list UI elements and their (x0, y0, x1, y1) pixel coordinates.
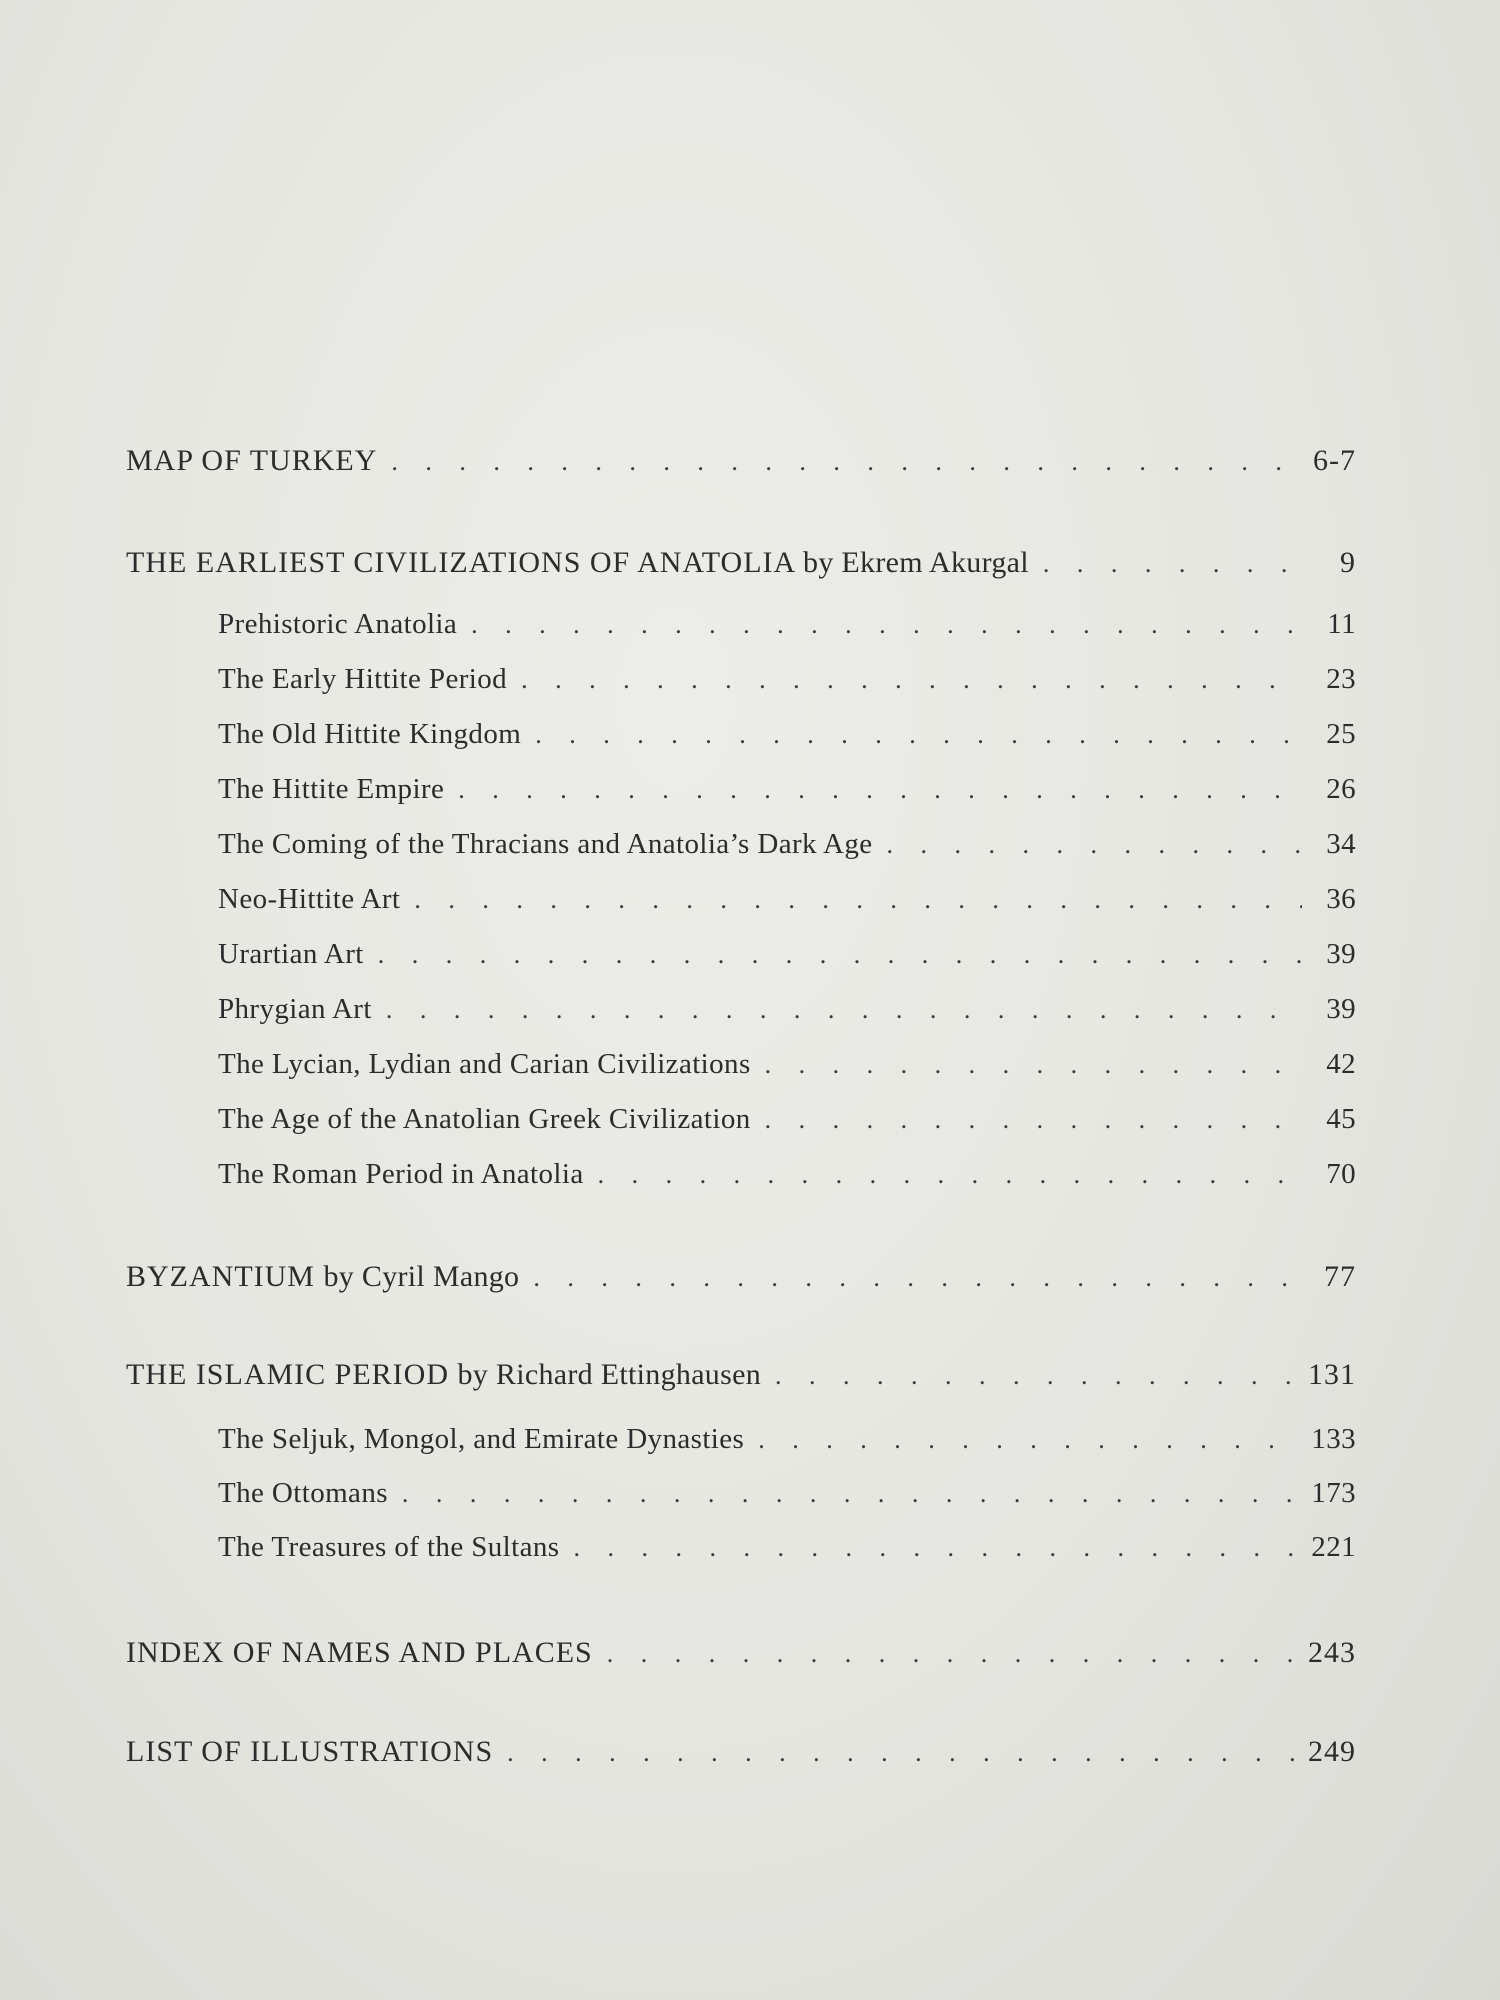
toc-subentry[interactable] (218, 663, 1356, 707)
toc-subentry-title: The Hittite Empire (218, 773, 445, 805)
toc-entry-title: MAP OF TURKEY (126, 444, 378, 477)
toc-page-number: 249 (1308, 1735, 1356, 1768)
section-author: by Richard Ettinghausen (457, 1358, 762, 1391)
dot-leader (598, 1158, 1302, 1191)
toc-subentry[interactable] (218, 938, 1356, 982)
toc-page-number: 39 (1326, 938, 1356, 970)
section-title: THE ISLAMIC PERIOD (126, 1358, 449, 1391)
dot-leader (521, 663, 1302, 696)
dot-leader (765, 1103, 1302, 1136)
toc-subentry-title: The Early Hittite Period (218, 663, 508, 695)
toc-page-number: 70 (1326, 1158, 1356, 1190)
toc-entry-index[interactable] (126, 1636, 1356, 1680)
toc-subentry[interactable] (218, 883, 1356, 927)
toc-page-number: 26 (1326, 773, 1356, 805)
dot-leader (765, 1048, 1302, 1081)
toc-page-number: 173 (1311, 1477, 1356, 1509)
section-title: THE EARLIEST CIVILIZATIONS OF ANATOLIA (126, 546, 795, 579)
toc-entry-title (126, 1358, 761, 1392)
dot-leader (391, 444, 1302, 478)
toc-entry-byzantium[interactable] (126, 1260, 1356, 1304)
toc-page-number: 243 (1308, 1636, 1356, 1669)
dot-leader (573, 1531, 1301, 1564)
dot-leader (887, 828, 1303, 861)
toc-subentry-title: Urartian Art (218, 938, 364, 970)
dot-leader (758, 1423, 1301, 1456)
dot-leader (533, 1260, 1302, 1294)
toc-entry-title (126, 1260, 519, 1294)
dot-leader (1043, 546, 1302, 580)
toc-subentry-title: The Ottomans (218, 1477, 388, 1509)
toc-page-number: 36 (1326, 883, 1356, 915)
toc-subentry-title: Neo-Hittite Art (218, 883, 401, 915)
toc-page-number: 45 (1326, 1103, 1356, 1135)
toc-page-number: 25 (1326, 718, 1356, 750)
toc-page-number: 34 (1326, 828, 1356, 860)
toc-subentry-title: The Seljuk, Mongol, and Emirate Dynasties (218, 1423, 745, 1455)
toc-subentry[interactable] (218, 608, 1356, 652)
toc-subentry-title: The Old Hittite Kingdom (218, 718, 522, 750)
toc-entry-map[interactable] (126, 444, 1356, 488)
toc-subentry-title: The Treasures of the Sultans (218, 1531, 560, 1563)
toc-entry-islamic-period[interactable] (126, 1358, 1356, 1402)
section-author: by Cyril Mango (323, 1260, 520, 1293)
toc-subentry[interactable] (218, 828, 1356, 872)
toc-subentry[interactable] (218, 718, 1356, 762)
toc-subentry-title: The Age of the Anatolian Greek Civilization (218, 1103, 751, 1135)
dot-leader (402, 1477, 1301, 1510)
toc-page-number: 11 (1327, 608, 1356, 640)
toc-subentry[interactable] (218, 773, 1356, 817)
toc-subentry[interactable] (218, 993, 1356, 1037)
toc-subentry[interactable] (218, 1158, 1356, 1202)
dot-leader (775, 1358, 1298, 1392)
toc-entry-title: INDEX OF NAMES AND PLACES (126, 1636, 593, 1669)
toc-subentry[interactable] (218, 1531, 1356, 1575)
toc-subentry-title: The Coming of the Thracians and Anatolia’s Dark Age (218, 828, 873, 860)
toc-subentry[interactable] (218, 1048, 1356, 1092)
dot-leader (535, 718, 1302, 751)
section-author: by Ekrem Akurgal (803, 546, 1029, 579)
toc-page-number: 39 (1326, 993, 1356, 1025)
dot-leader (507, 1735, 1298, 1769)
toc-subentry[interactable] (218, 1103, 1356, 1147)
toc-entry-title (126, 546, 1029, 580)
dot-leader (607, 1636, 1298, 1670)
toc-page-number: 221 (1311, 1531, 1356, 1563)
toc-subentry-title: Prehistoric Anatolia (218, 608, 458, 640)
dot-leader (414, 883, 1302, 916)
toc-subentry[interactable] (218, 1423, 1356, 1467)
section-title: BYZANTIUM (126, 1260, 315, 1293)
toc-subentry-title: The Roman Period in Anatolia (218, 1158, 584, 1190)
toc-page-number: 6-7 (1313, 444, 1356, 477)
dot-leader (386, 993, 1302, 1026)
toc-entry-illustrations[interactable] (126, 1735, 1356, 1779)
toc-subentry-title: The Lycian, Lydian and Carian Civilizations (218, 1048, 751, 1080)
toc-entry-earliest-civilizations[interactable] (126, 546, 1356, 590)
toc-subentry[interactable] (218, 1477, 1356, 1521)
dot-leader (458, 773, 1302, 806)
toc-entry-title: LIST OF ILLUSTRATIONS (126, 1735, 494, 1768)
dot-leader (378, 938, 1302, 971)
toc-subentry-title: Phrygian Art (218, 993, 372, 1025)
toc-page-number: 133 (1311, 1423, 1356, 1455)
toc-page-number: 42 (1326, 1048, 1356, 1080)
toc-page-number: 23 (1326, 663, 1356, 695)
toc-page-number: 77 (1324, 1260, 1356, 1293)
toc-page-number: 9 (1340, 546, 1356, 579)
toc-page-number: 131 (1308, 1358, 1356, 1391)
dot-leader (471, 608, 1302, 641)
